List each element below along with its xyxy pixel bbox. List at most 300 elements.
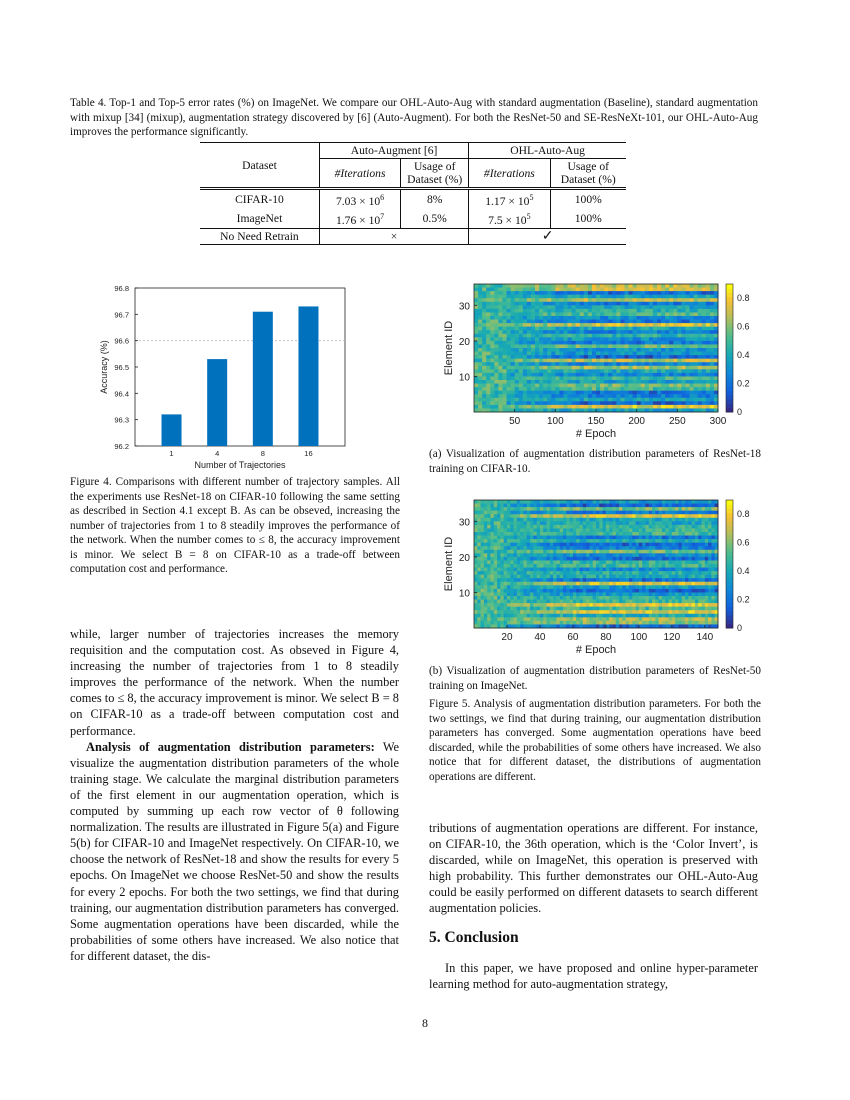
- heatmap-cell: [576, 539, 580, 543]
- heatmap-cell: [698, 546, 702, 550]
- heatmap-cell: [504, 532, 508, 536]
- heatmap-cell: [576, 528, 580, 532]
- heatmap-cell: [636, 532, 640, 536]
- heatmap-cell: [517, 511, 521, 515]
- heatmap-cell: [711, 521, 715, 525]
- heatmap-cell: [636, 621, 640, 625]
- heatmap-cell: [690, 359, 694, 363]
- heatmap-cell: [498, 373, 502, 377]
- heatmap-cell: [477, 553, 481, 557]
- heatmap-cell: [659, 500, 663, 504]
- heatmap-cell: [478, 305, 482, 309]
- heatmap-cell: [592, 341, 596, 345]
- heatmap-cell: [568, 334, 572, 338]
- heatmap-cell: [669, 536, 673, 540]
- heatmap-cell: [645, 352, 649, 356]
- heatmap-cell: [633, 312, 637, 316]
- heatmap-cell: [500, 596, 504, 600]
- heatmap-cell: [702, 589, 706, 593]
- heatmap-cell: [494, 295, 498, 299]
- heatmap-cell: [584, 302, 588, 306]
- heatmap-cell: [576, 405, 580, 409]
- heatmap-cell: [620, 302, 624, 306]
- heatmap-cell: [527, 564, 531, 568]
- heatmap-cell: [622, 521, 626, 525]
- heatmap-cell: [639, 550, 643, 554]
- heatmap-cell: [517, 532, 521, 536]
- heatmap-cell: [487, 532, 491, 536]
- heatmap-cell: [698, 557, 702, 561]
- heatmap-cell: [624, 398, 628, 402]
- heatmap-cell: [572, 348, 576, 352]
- heatmap-cell: [543, 334, 547, 338]
- heatmap-cell: [596, 384, 600, 388]
- heatmap-cell: [563, 543, 567, 547]
- heatmap-cell: [550, 507, 554, 511]
- heatmap-cell: [523, 334, 527, 338]
- heatmap-cell: [551, 401, 555, 405]
- heatmap-cell: [616, 295, 620, 299]
- heatmap-cell: [527, 507, 531, 511]
- heatmap-cell: [494, 359, 498, 363]
- heatmap-cell: [622, 585, 626, 589]
- heatmap-cell: [629, 514, 633, 518]
- heatmap-cell: [711, 585, 715, 589]
- heatmap-cell: [583, 514, 587, 518]
- heatmap-cell: [490, 288, 494, 292]
- heatmap-cell: [665, 401, 669, 405]
- heatmap-cell: [695, 504, 699, 508]
- heatmap-cell: [692, 532, 696, 536]
- heatmap-cell: [665, 391, 669, 395]
- heatmap-cell: [511, 302, 515, 306]
- heatmap-cell: [560, 610, 564, 614]
- heatmap-cell: [547, 571, 551, 575]
- heatmap-cell: [685, 341, 689, 345]
- heatmap-cell: [620, 362, 624, 366]
- heatmap-cell: [706, 330, 710, 334]
- heatmap-cell: [653, 305, 657, 309]
- heatmap-cell: [659, 564, 663, 568]
- heatmap-cell: [507, 521, 511, 525]
- heatmap-cell: [622, 500, 626, 504]
- heatmap-cell: [685, 355, 689, 359]
- heatmap-cell: [550, 511, 554, 515]
- heatmap-cell: [580, 362, 584, 366]
- heatmap-cell: [637, 341, 641, 345]
- heatmap-cell: [553, 614, 557, 618]
- heatmap-cell: [539, 387, 543, 391]
- heatmap-cell: [551, 380, 555, 384]
- heatmap-cell: [537, 589, 541, 593]
- heatmap-cell: [636, 575, 640, 579]
- heatmap-cell: [481, 557, 485, 561]
- heatmap-cell: [494, 550, 498, 554]
- heatmap-cell: [481, 553, 485, 557]
- heatmap-cell: [580, 323, 584, 327]
- heatmap-cell: [520, 525, 524, 529]
- heatmap-cell: [487, 589, 491, 593]
- heatmap-cell: [669, 327, 673, 331]
- heatmap-cell: [527, 575, 531, 579]
- heatmap-cell: [527, 305, 531, 309]
- heatmap-cell: [710, 302, 714, 306]
- heatmap-cell: [494, 578, 498, 582]
- heatmap-cell: [515, 398, 519, 402]
- heatmap-cell: [685, 359, 689, 363]
- heatmap-cell: [490, 369, 494, 373]
- heatmap-cell: [612, 528, 616, 532]
- heatmap-cell: [690, 380, 694, 384]
- heatmap-cell: [692, 557, 696, 561]
- heatmap-cell: [566, 585, 570, 589]
- heatmap-cell: [600, 384, 604, 388]
- heatmap-cell: [633, 359, 637, 363]
- heatmap-cell: [580, 384, 584, 388]
- heatmap-cell: [543, 387, 547, 391]
- heatmap-cell: [583, 553, 587, 557]
- heatmap-cell: [603, 543, 607, 547]
- heatmap-cell: [566, 543, 570, 547]
- heatmap-cell: [596, 607, 600, 611]
- heatmap-cell: [478, 348, 482, 352]
- heatmap-cell: [504, 525, 508, 529]
- heatmap-cell: [626, 532, 630, 536]
- heatmap-cell: [474, 359, 478, 363]
- heatmap-cell: [497, 550, 501, 554]
- heatmap-cell: [559, 366, 563, 370]
- heatmap-cell: [583, 564, 587, 568]
- heatmap-cell: [486, 298, 490, 302]
- heatmap-cell: [474, 309, 478, 313]
- heatmap-cell: [474, 511, 478, 515]
- heatmap-cell: [622, 578, 626, 582]
- heatmap-cell: [629, 298, 633, 302]
- heatmap-cell: [519, 316, 523, 320]
- heatmap-cell: [665, 560, 669, 564]
- heatmap-cell: [659, 582, 663, 586]
- heatmap-cell: [698, 298, 702, 302]
- heatmap-cell: [641, 387, 645, 391]
- heatmap-cell: [677, 291, 681, 295]
- heatmap-cell: [694, 337, 698, 341]
- heatmap-cell: [702, 359, 706, 363]
- heatmap-cell: [653, 302, 657, 306]
- heatmap-cell: [486, 344, 490, 348]
- heatmap-cell: [665, 575, 669, 579]
- heatmap-cell: [708, 500, 712, 504]
- heatmap-cell: [566, 511, 570, 515]
- heatmap-cell: [596, 344, 600, 348]
- heatmap-cell: [543, 323, 547, 327]
- heatmap-cell: [507, 536, 511, 540]
- heatmap-cell: [655, 514, 659, 518]
- heatmap-cell: [559, 355, 563, 359]
- heatmap-cell: [531, 380, 535, 384]
- heatmap-cell: [539, 401, 543, 405]
- heatmap-cell: [681, 309, 685, 313]
- heatmap-cell: [711, 553, 715, 557]
- heatmap-cell: [523, 394, 527, 398]
- heatmap-cell: [629, 323, 633, 327]
- heatmap-cell: [527, 596, 531, 600]
- heatmap-cell: [657, 341, 661, 345]
- heatmap-cell: [474, 543, 478, 547]
- heatmap-cell: [596, 298, 600, 302]
- heatmap-cell: [589, 617, 593, 621]
- heatmap-cell: [551, 344, 555, 348]
- heatmap-cell: [620, 341, 624, 345]
- heatmap-cell: [537, 507, 541, 511]
- heatmap-cell: [504, 514, 508, 518]
- heatmap-cell: [619, 543, 623, 547]
- heatmap-cell: [608, 305, 612, 309]
- heatmap-cell: [498, 405, 502, 409]
- heatmap-cell: [490, 521, 494, 525]
- heatmap-cell: [629, 607, 633, 611]
- table-caption: Table 4. Top-1 and Top-5 error rates (%) on ImageNet. We compare our OHL-Auto-Aug with standard augmentation (Baseline), standard augmentation with mixup [34] (mixup), augmentation strategy discovered by [6] (Auto-Augment). For both the ResNet-50 and SE-ResNeXt-101, our OHL-Auto-Aug improves the performance significantly.: [70, 97, 758, 138]
- heatmap-cell: [626, 511, 630, 515]
- heatmap-cell: [645, 376, 649, 380]
- heatmap-cell: [576, 589, 580, 593]
- heatmap-cell: [539, 359, 543, 363]
- heatmap-cell: [572, 355, 576, 359]
- heatmap-cell: [606, 507, 610, 511]
- heatmap-cell: [560, 600, 564, 604]
- heatmap-cell: [645, 532, 649, 536]
- heatmap-cell: [662, 507, 666, 511]
- heatmap-cell: [589, 578, 593, 582]
- heatmap-cell: [629, 380, 633, 384]
- heatmap-cell: [682, 539, 686, 543]
- heatmap-cell: [507, 585, 511, 589]
- heatmap-cell: [612, 334, 616, 338]
- heatmap-cell: [612, 600, 616, 604]
- heatmap-cell: [612, 546, 616, 550]
- heatmap-cell: [688, 592, 692, 596]
- heatmap-cell: [523, 398, 527, 402]
- heatmap-cell: [636, 546, 640, 550]
- heatmap-cell: [642, 543, 646, 547]
- heatmap-cell: [669, 592, 673, 596]
- heatmap-cell: [645, 288, 649, 292]
- heatmap-cell: [612, 557, 616, 561]
- heatmap-cell: [563, 384, 567, 388]
- heatmap-cell: [661, 369, 665, 373]
- heatmap-cell: [589, 525, 593, 529]
- heatmap-cell: [690, 394, 694, 398]
- heatmap-cell: [540, 525, 544, 529]
- heatmap-cell: [649, 298, 653, 302]
- heatmap-cell: [659, 610, 663, 614]
- heatmap-cell: [573, 518, 577, 522]
- heatmap-cell: [568, 320, 572, 324]
- heatmap-cell: [490, 384, 494, 388]
- heatmap-cell: [620, 334, 624, 338]
- heatmap-cell: [675, 582, 679, 586]
- heatmap-cell: [584, 284, 588, 288]
- heatmap-cell: [531, 387, 535, 391]
- heatmap-cell: [619, 518, 623, 522]
- heatmap-cell: [702, 532, 706, 536]
- heatmap-cell: [652, 592, 656, 596]
- heatmap-cell: [515, 352, 519, 356]
- heatmap-cell: [655, 568, 659, 572]
- heatmap-cell: [550, 568, 554, 572]
- heatmap-cell: [533, 621, 537, 625]
- heatmap-cell: [698, 398, 702, 402]
- heatmap-cell: [626, 575, 630, 579]
- heatmap-cell: [657, 302, 661, 306]
- heatmap-cell: [632, 571, 636, 575]
- heatmap-cell: [657, 391, 661, 395]
- heatmap-cell: [519, 309, 523, 313]
- heatmap-cell: [685, 518, 689, 522]
- heatmap-cell: [633, 316, 637, 320]
- heatmap-cell: [576, 327, 580, 331]
- heatmap-cell: [675, 525, 679, 529]
- heatmap-cell: [576, 543, 580, 547]
- heatmap-cell: [657, 337, 661, 341]
- heatmap-cell: [659, 568, 663, 572]
- heatmap-cell: [682, 582, 686, 586]
- heatmap-cell: [685, 312, 689, 316]
- heatmap-cell: [523, 589, 527, 593]
- heatmap-cell: [665, 514, 669, 518]
- heatmap-cell: [543, 525, 547, 529]
- heatmap-cell: [665, 571, 669, 575]
- heatmap-cell: [504, 621, 508, 625]
- heatmap-cell: [484, 557, 488, 561]
- heatmap-cell: [685, 376, 689, 380]
- heatmap-cell: [710, 312, 714, 316]
- heatmap-cell: [624, 288, 628, 292]
- heatmap-cell: [580, 614, 584, 618]
- heatmap-cell: [702, 507, 706, 511]
- heatmap-cell: [600, 291, 604, 295]
- heatmap-cell: [649, 380, 653, 384]
- heatmap-cell: [649, 514, 653, 518]
- heatmap-cell: [620, 366, 624, 370]
- heatmap-cell: [649, 592, 653, 596]
- heatmap-cell: [570, 585, 574, 589]
- heatmap-cell: [481, 610, 485, 614]
- heatmap-cell: [563, 568, 567, 572]
- heatmap-cell: [530, 617, 534, 621]
- heatmap-cell: [586, 603, 590, 607]
- heatmap-cell: [588, 387, 592, 391]
- heatmap-cell: [498, 384, 502, 388]
- heatmap-cell: [655, 617, 659, 621]
- heatmap-cell: [632, 617, 636, 621]
- heatmap-cell: [586, 536, 590, 540]
- heatmap-cell: [474, 398, 478, 402]
- heatmap-cell: [497, 578, 501, 582]
- heatmap-cell: [563, 352, 567, 356]
- heatmap-cell: [675, 568, 679, 572]
- heatmap-cell: [586, 546, 590, 550]
- heatmap-cell: [563, 405, 567, 409]
- heatmap-cell: [695, 546, 699, 550]
- heatmap-cell: [551, 305, 555, 309]
- heatmap-cell: [690, 305, 694, 309]
- heatmap-cell: [603, 571, 607, 575]
- heatmap-cell: [702, 327, 706, 331]
- heatmap-cell: [596, 288, 600, 292]
- heatmap-cell: [619, 536, 623, 540]
- heatmap-cell: [649, 560, 653, 564]
- heatmap-cell: [482, 366, 486, 370]
- heatmap-cell: [629, 284, 633, 288]
- heatmap-cell: [653, 394, 657, 398]
- heatmap-cell: [563, 539, 567, 543]
- heatmap-cell: [633, 320, 637, 324]
- heatmap-cell: [474, 394, 478, 398]
- heatmap-cell: [609, 521, 613, 525]
- heatmap-cell: [481, 578, 485, 582]
- heatmap-cell: [604, 380, 608, 384]
- heatmap-cell: [657, 295, 661, 299]
- heatmap-cell: [642, 536, 646, 540]
- heatmap-cell: [604, 312, 608, 316]
- bar: [207, 359, 227, 446]
- heatmap-cell: [596, 500, 600, 504]
- heatmap-cell: [655, 560, 659, 564]
- heatmap-cell: [616, 391, 620, 395]
- heatmap-cell: [498, 316, 502, 320]
- heatmap-cell: [616, 585, 620, 589]
- heatmap-cell: [645, 560, 649, 564]
- heatmap-cell: [580, 504, 584, 508]
- heatmap-cell: [517, 557, 521, 561]
- heatmap-cell: [474, 521, 478, 525]
- heatmap-cell: [608, 384, 612, 388]
- heatmap-cell: [702, 337, 706, 341]
- heatmap-cell: [624, 348, 628, 352]
- heatmap-cell: [533, 525, 537, 529]
- heatmap-cell: [515, 295, 519, 299]
- heatmap-cell: [629, 401, 633, 405]
- heatmap-cell: [636, 614, 640, 618]
- heatmap-cell: [629, 521, 633, 525]
- heatmap-cell: [537, 564, 541, 568]
- heatmap-cell: [543, 550, 547, 554]
- heatmap-cell: [533, 571, 537, 575]
- heatmap-cell: [633, 327, 637, 331]
- heatmap-cell: [600, 327, 604, 331]
- heatmap-cell: [535, 348, 539, 352]
- heatmap-cell: [523, 575, 527, 579]
- heatmap-cell: [580, 585, 584, 589]
- heatmap-cell: [706, 376, 710, 380]
- heatmap-cell: [632, 528, 636, 532]
- heatmap-cell: [576, 391, 580, 395]
- heatmap-cell: [639, 564, 643, 568]
- heatmap-cell: [629, 546, 633, 550]
- heatmap-cell: [547, 398, 551, 402]
- heatmap-cell: [632, 568, 636, 572]
- heatmap-cell: [481, 617, 485, 621]
- heatmap-cell: [698, 401, 702, 405]
- heatmap-cell: [612, 614, 616, 618]
- heatmap-cell: [708, 528, 712, 532]
- heatmap-cell: [710, 373, 714, 377]
- heatmap-cell: [494, 525, 498, 529]
- heatmap-cell: [494, 607, 498, 611]
- heatmap-cell: [662, 621, 666, 625]
- heatmap-cell: [694, 369, 698, 373]
- heatmap-cell: [535, 405, 539, 409]
